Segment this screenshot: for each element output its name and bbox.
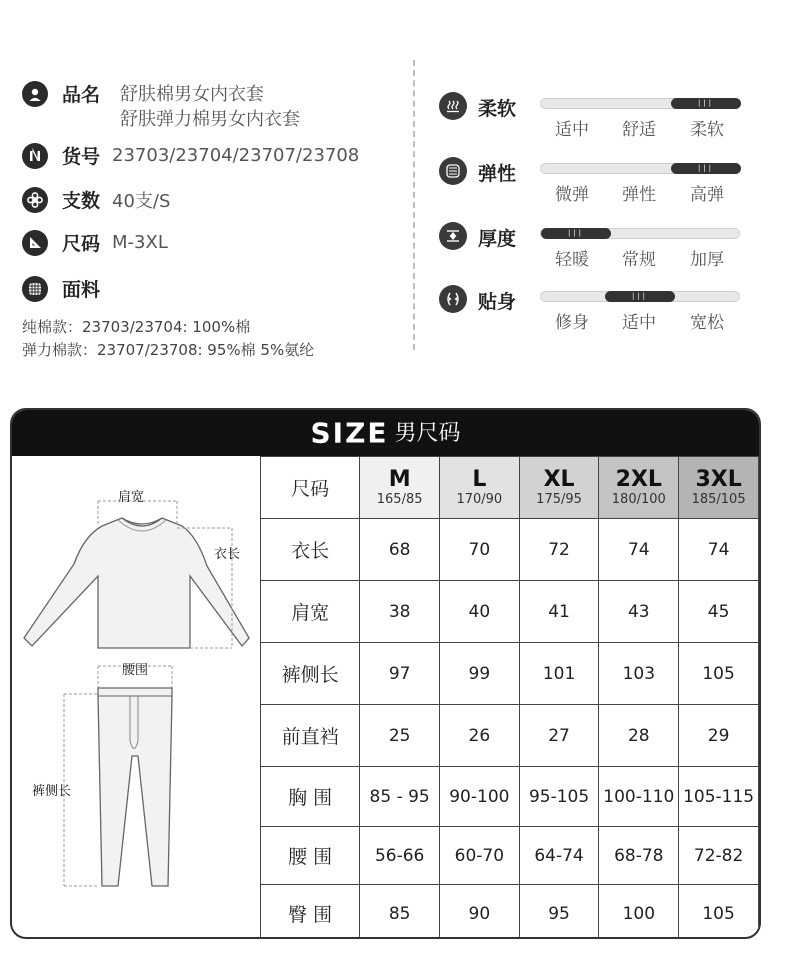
- attribute-level-label: 适中: [555, 120, 589, 140]
- size-header-cell: [440, 457, 520, 519]
- table-row: [261, 827, 759, 885]
- table-row: [261, 705, 759, 767]
- measurement-value: 27: [519, 705, 599, 767]
- measurement-value: 100: [599, 885, 679, 940]
- name-label: 品名: [62, 84, 101, 106]
- measurement-value: 105: [679, 885, 759, 940]
- table-row: [261, 885, 759, 940]
- size-code: 2XL: [615, 466, 662, 492]
- attribute-level-label: 微弹: [555, 185, 589, 205]
- measurement-label: 胸 围: [261, 767, 360, 827]
- measurement-value: 85: [360, 885, 440, 940]
- ruler-triangle-icon: [22, 230, 48, 256]
- measurement-value: 95: [519, 885, 599, 940]
- measurement-value: 103: [599, 643, 679, 705]
- attribute-level-label: 舒适: [622, 120, 656, 140]
- size-header-cell: [519, 457, 599, 519]
- size-table-card: [10, 408, 761, 939]
- size-code: M: [388, 466, 411, 492]
- measurement-value: 72: [519, 519, 599, 581]
- measurement-value: 85 - 95: [360, 767, 440, 827]
- shirt-illustration: [24, 518, 249, 648]
- measurement-value: 70: [440, 519, 520, 581]
- measurement-value: 105: [679, 643, 759, 705]
- attribute-indicator: |||: [671, 98, 741, 109]
- measurement-label: 肩宽: [261, 581, 360, 643]
- attribute-track: [540, 163, 740, 174]
- measurement-label: 衣长: [261, 519, 360, 581]
- item-value: 23703/23704/23707/23708: [112, 145, 360, 166]
- size-title: SIZE: [310, 416, 389, 450]
- info-fabric-row: [22, 275, 100, 302]
- measurement-label: 前直裆: [261, 705, 360, 767]
- size-header-cell: [599, 457, 679, 519]
- measurement-value: 28: [599, 705, 679, 767]
- diagram-length-label: 衣长: [214, 547, 241, 562]
- heat-waves-icon: [439, 92, 467, 120]
- measurement-value: 41: [519, 581, 599, 643]
- size-corner-label: 尺码: [261, 457, 360, 519]
- info-item-row: [22, 142, 359, 169]
- attribute-level-label: 适中: [622, 313, 656, 333]
- measurement-value: 74: [599, 519, 679, 581]
- attribute-name: 厚度: [478, 228, 517, 250]
- size-code: XL: [543, 466, 575, 492]
- measurement-label: 臀 围: [261, 885, 360, 940]
- size-table-header: [12, 410, 759, 456]
- table-row: [261, 581, 759, 643]
- size-code: L: [472, 466, 487, 492]
- measurement-value: 72-82: [679, 827, 759, 885]
- measurement-value: 101: [519, 643, 599, 705]
- attribute-name: 贴身: [478, 291, 517, 313]
- size-header-cell: [360, 457, 440, 519]
- attribute-name: 弹性: [478, 163, 517, 185]
- section-divider: [413, 60, 415, 350]
- table-row: [261, 519, 759, 581]
- size-spec: 175/95: [536, 491, 582, 507]
- table-row: [261, 643, 759, 705]
- info-count-row: [22, 186, 170, 213]
- attribute-track: [540, 228, 740, 239]
- measurement-value: 43: [599, 581, 679, 643]
- measurement-value: 38: [360, 581, 440, 643]
- measurement-value: 100-110: [599, 767, 679, 827]
- attribute-indicator: |||: [671, 163, 741, 174]
- diagram-waist-label: 腰围: [122, 663, 149, 678]
- size-table: [260, 456, 759, 939]
- elastic-icon: [439, 157, 467, 185]
- count-label: 支数: [62, 190, 101, 212]
- item-label: 货号: [62, 146, 101, 168]
- size-spec: 165/85: [376, 491, 423, 507]
- diagram-shoulder-label: 肩宽: [118, 490, 145, 505]
- garment-diagram: [12, 456, 260, 937]
- attribute-track: [540, 291, 740, 302]
- measurement-value: 56-66: [360, 827, 440, 885]
- name-line2: 舒肤弹力棉男女内衣套: [120, 109, 300, 130]
- attribute-level-label: 加厚: [690, 250, 724, 270]
- attribute-indicator: |||: [541, 228, 611, 239]
- measurement-label: 腰 围: [261, 827, 360, 885]
- diagram-pants-label: 裤侧长: [32, 784, 72, 799]
- size-spec: 180/100: [611, 491, 666, 507]
- measurement-value: 29: [679, 705, 759, 767]
- measurement-value: 60-70: [440, 827, 520, 885]
- measurement-value: 74: [679, 519, 759, 581]
- name-line1: 舒肤棉男女内衣套: [120, 84, 264, 105]
- measurement-value: 68: [360, 519, 440, 581]
- fabric-line2: 弹力棉款：23707/23708: 95%棉 5%氨纶: [22, 341, 315, 359]
- size-spec: 185/105: [691, 491, 746, 507]
- measurement-value: 25: [360, 705, 440, 767]
- attribute-level-label: 轻暖: [555, 250, 589, 270]
- attribute-level-label: 弹性: [622, 185, 656, 205]
- attribute-level-label: 柔软: [690, 120, 724, 140]
- attribute-level-label: 修身: [555, 313, 589, 333]
- size-header-cell: [679, 457, 759, 519]
- fabric-line1: 纯棉款：23703/23704: 100%棉: [22, 318, 251, 336]
- info-name-row: [22, 80, 100, 107]
- measurement-value: 90-100: [440, 767, 520, 827]
- size-header-row: [261, 457, 759, 519]
- attribute-track: [540, 98, 740, 109]
- measurement-label: 裤侧长: [261, 643, 360, 705]
- measurement-value: 95-105: [519, 767, 599, 827]
- flower-icon: [22, 187, 48, 213]
- measurement-value: 68-78: [599, 827, 679, 885]
- info-size-row: [22, 229, 168, 256]
- attribute-indicator: |||: [605, 291, 675, 302]
- size-label: 尺码: [62, 233, 101, 255]
- attribute-name: 柔软: [478, 98, 517, 120]
- measurement-value: 45: [679, 581, 759, 643]
- fabric-label: 面料: [62, 279, 101, 301]
- attribute-level-label: 宽松: [690, 313, 724, 333]
- size-value: M-3XL: [112, 232, 168, 253]
- measurement-value: 97: [360, 643, 440, 705]
- item-number-icon: [22, 143, 48, 169]
- count-value: 40支/S: [112, 190, 171, 212]
- measurement-value: 90: [440, 885, 520, 940]
- fit-icon: [439, 285, 467, 313]
- pants-illustration: [98, 688, 172, 886]
- measurement-value: 40: [440, 581, 520, 643]
- size-subtitle: 男尺码: [394, 420, 461, 446]
- measurement-value: 64-74: [519, 827, 599, 885]
- table-row: [261, 767, 759, 827]
- measurement-value: 99: [440, 643, 520, 705]
- thickness-icon: [439, 222, 467, 250]
- size-code: 3XL: [695, 466, 742, 492]
- fabric-grid-icon: [22, 276, 48, 302]
- attribute-level-label: 高弹: [690, 185, 724, 205]
- user-icon: [22, 81, 48, 107]
- size-spec: 170/90: [456, 491, 503, 507]
- attribute-level-label: 常规: [622, 250, 656, 270]
- measurement-value: 26: [440, 705, 520, 767]
- measurement-value: 105-115: [679, 767, 759, 827]
